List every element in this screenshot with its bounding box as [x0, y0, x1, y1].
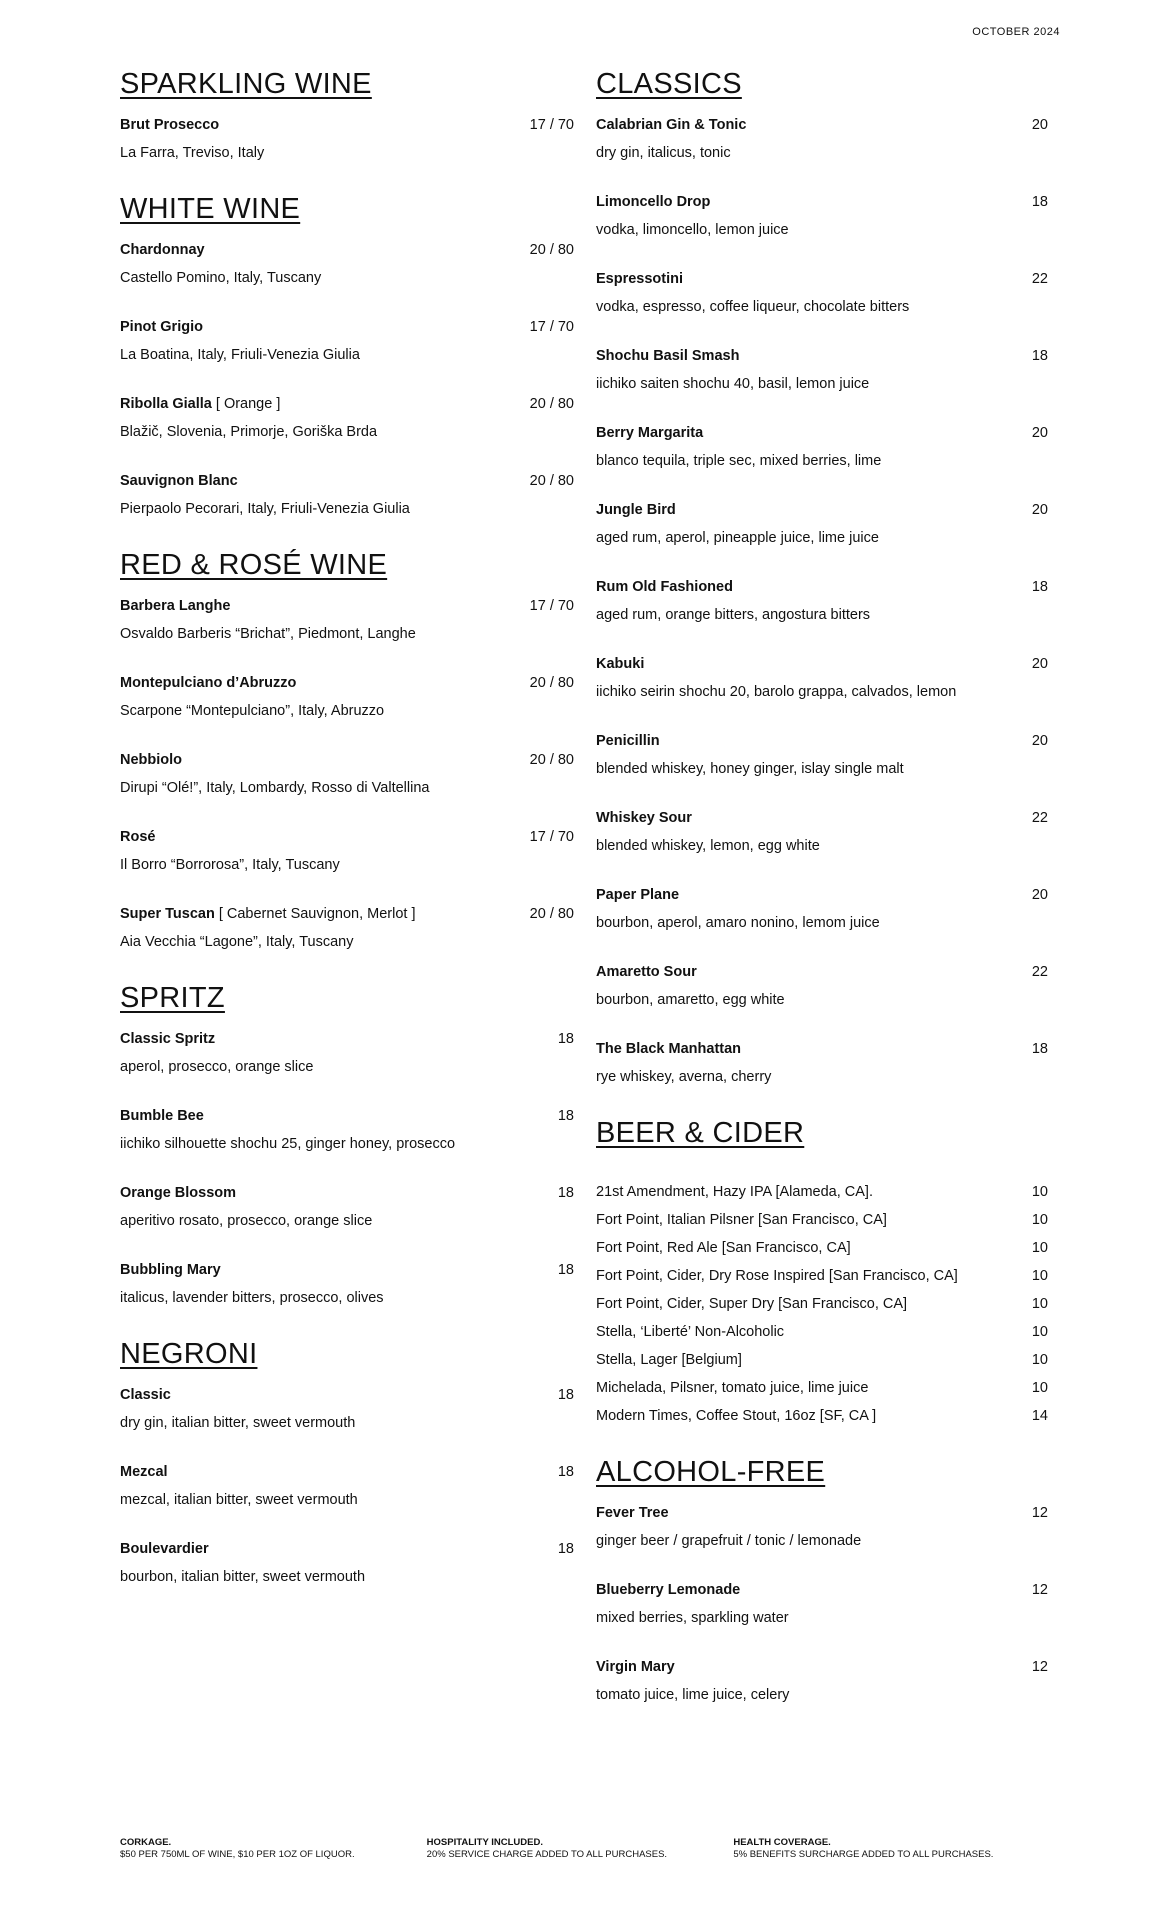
item-name: Amaretto Sour	[596, 964, 697, 980]
item-price: 17 / 70	[529, 319, 574, 335]
section-sparkling-wine	[120, 68, 574, 163]
item-price: 12	[1031, 1505, 1048, 1521]
item-name: Rosé	[120, 829, 156, 845]
footer-text: 20% SERVICE CHARGE ADDED TO ALL PURCHASES.	[426, 1849, 668, 1860]
item-name: Paper Plane	[596, 887, 680, 903]
item-price: 20	[1031, 656, 1048, 672]
item-name: Sauvignon Blanc	[120, 473, 238, 489]
menu-item	[596, 500, 1048, 548]
item-name: Nebbiolo	[120, 752, 183, 768]
menu-item	[120, 750, 574, 798]
item-description: Pierpaolo Pecorari, Italy, Friuli-Venezia Giulia	[120, 501, 410, 517]
menu-item	[596, 577, 1048, 625]
item-price: 22	[1031, 271, 1048, 287]
list-item	[596, 1322, 1048, 1342]
menu-item	[120, 827, 574, 875]
beer-price: 10	[1031, 1324, 1048, 1340]
menu-item	[120, 240, 574, 288]
item-description: bourbon, italian bitter, sweet vermouth	[120, 1569, 366, 1585]
item-name: Kabuki	[596, 656, 645, 672]
beer-price: 10	[1031, 1380, 1048, 1396]
item-name: Pinot Grigio	[120, 319, 203, 335]
item-description: mixed berries, sparkling water	[596, 1610, 789, 1626]
menu-item	[120, 115, 574, 163]
item-description: italicus, lavender bitters, prosecco, olives	[120, 1290, 384, 1306]
item-name: Berry Margarita	[596, 425, 704, 441]
item-name: Classic Spritz	[120, 1031, 216, 1047]
item-price: 20 / 80	[529, 906, 574, 922]
footer-heading: HEALTH COVERAGE.	[733, 1837, 831, 1848]
footer-health	[733, 1837, 1040, 1861]
item-price: 20 / 80	[529, 473, 574, 489]
item-description: tomato juice, lime juice, celery	[596, 1687, 790, 1703]
item-name: Espressotini	[596, 271, 684, 287]
item-description: mezcal, italian bitter, sweet vermouth	[120, 1492, 358, 1508]
beer-price: 10	[1031, 1212, 1048, 1228]
item-price: 20	[1031, 502, 1048, 518]
item-description: aged rum, orange bitters, angostura bitters	[596, 607, 871, 623]
menu-item	[120, 596, 574, 644]
item-description: dry gin, italicus, tonic	[596, 145, 731, 161]
item-price: 12	[1031, 1582, 1048, 1598]
item-price: 20 / 80	[529, 396, 574, 412]
item-name: Bumble Bee	[120, 1108, 204, 1124]
item-description: iichiko saiten shochu 40, basil, lemon juice	[596, 376, 870, 392]
beer-name: Stella, Lager [Belgium]	[596, 1352, 742, 1368]
item-price: 18	[557, 1031, 574, 1047]
item-price: 22	[1031, 964, 1048, 980]
item-name: Super Tuscan	[120, 906, 215, 922]
menu-item	[120, 1539, 574, 1587]
item-price: 20 / 80	[529, 752, 574, 768]
menu-item	[596, 1503, 1048, 1551]
menu-item	[596, 885, 1048, 933]
menu-item	[596, 1580, 1048, 1628]
item-price: 17 / 70	[529, 117, 574, 133]
menu-item	[120, 904, 574, 952]
menu-item	[596, 269, 1048, 317]
section-title: CLASSICS	[596, 68, 742, 100]
section-title: SPARKLING WINE	[120, 68, 372, 100]
item-price: 18	[557, 1185, 574, 1201]
beer-name: Fort Point, Italian Pilsner [San Francisco, CA]	[596, 1212, 887, 1228]
beer-name: Fort Point, Cider, Super Dry [San Francisco, CA]	[596, 1296, 908, 1312]
menu-item	[120, 1385, 574, 1433]
item-price: 18	[1031, 579, 1048, 595]
menu-item	[596, 346, 1048, 394]
item-name: Rum Old Fashioned	[596, 579, 733, 595]
item-name: Barbera Langhe	[120, 598, 231, 614]
item-price: 18	[557, 1464, 574, 1480]
item-name: Montepulciano d’Abruzzo	[120, 675, 297, 691]
item-name: The Black Manhattan	[596, 1041, 742, 1057]
beer-price: 10	[1031, 1296, 1048, 1312]
item-price: 18	[1031, 348, 1048, 364]
footer	[120, 1837, 1040, 1861]
item-name: Whiskey Sour	[596, 810, 692, 826]
footer-text: $50 PER 750ML OF WINE, $10 PER 1OZ OF LIQUOR.	[120, 1849, 355, 1860]
footer-heading: CORKAGE.	[120, 1837, 172, 1848]
item-price: 18	[557, 1108, 574, 1124]
section-title: WHITE WINE	[120, 193, 301, 225]
item-name: Ribolla Gialla	[120, 396, 212, 412]
list-item	[596, 1238, 1048, 1258]
section-title: RED & ROSÉ WINE	[120, 549, 388, 581]
item-name: Limoncello Drop	[596, 194, 711, 210]
list-item	[596, 1210, 1048, 1230]
menu-item	[120, 317, 574, 365]
item-description: Aia Vecchia “Lagone”, Italy, Tuscany	[120, 934, 354, 950]
item-price: 18	[1031, 1041, 1048, 1057]
item-description: iichiko seirin shochu 20, barolo grappa, calvados, lemon	[596, 684, 957, 700]
menu-item	[596, 654, 1048, 702]
section-title: ALCOHOL-FREE	[596, 1456, 826, 1488]
menu-item	[120, 1183, 574, 1231]
item-price: 20 / 80	[529, 675, 574, 691]
item-name: Calabrian Gin & Tonic	[596, 117, 747, 133]
beer-name: Michelada, Pilsner, tomato juice, lime juice	[596, 1380, 869, 1396]
footer-text: 5% BENEFITS SURCHARGE ADDED TO ALL PURCHASES.	[733, 1849, 994, 1860]
section-title: SPRITZ	[120, 982, 225, 1014]
menu-item	[120, 394, 574, 442]
item-price: 18	[1031, 194, 1048, 210]
section-negroni	[120, 1338, 574, 1587]
item-description: vodka, espresso, coffee liqueur, chocolate bitters	[596, 299, 910, 315]
list-item	[596, 1406, 1048, 1426]
menu-item	[120, 1260, 574, 1308]
item-description: blended whiskey, honey ginger, islay single malt	[596, 761, 904, 777]
menu-item	[120, 1106, 574, 1154]
menu-item	[120, 1029, 574, 1077]
item-description: blended whiskey, lemon, egg white	[596, 838, 820, 854]
section-alcohol-free	[596, 1456, 1048, 1705]
item-name: Mezcal	[120, 1464, 168, 1480]
left-column	[120, 68, 574, 1617]
beer-name: Modern Times, Coffee Stout, 16oz [SF, CA ]	[596, 1408, 877, 1424]
menu-item	[596, 115, 1048, 163]
item-description: Il Borro “Borrorosa”, Italy, Tuscany	[120, 857, 340, 873]
list-item	[596, 1378, 1048, 1398]
beer-name: Fort Point, Red Ale [San Francisco, CA]	[596, 1240, 851, 1256]
item-name: Chardonnay	[120, 242, 205, 258]
item-note: [ Orange ]	[211, 396, 281, 412]
menu-item	[596, 1039, 1048, 1087]
item-description: vodka, limoncello, lemon juice	[596, 222, 789, 238]
item-price: 20 / 80	[529, 242, 574, 258]
list-item	[596, 1182, 1048, 1202]
item-description: aperitivo rosato, prosecco, orange slice	[120, 1213, 373, 1229]
item-price: 22	[1031, 810, 1048, 826]
item-description: Dirupi “Olé!”, Italy, Lombardy, Rosso di Valtellina	[120, 780, 430, 796]
item-description: Scarpone “Montepulciano”, Italy, Abruzzo	[120, 703, 385, 719]
item-description: aged rum, aperol, pineapple juice, lime juice	[596, 530, 879, 546]
item-description: bourbon, aperol, amaro nonino, lemom juice	[596, 915, 880, 931]
section-title: BEER & CIDER	[596, 1117, 805, 1149]
item-price: 20	[1031, 117, 1048, 133]
item-name: Brut Prosecco	[120, 117, 220, 133]
list-item	[596, 1266, 1048, 1286]
item-price: 17 / 70	[529, 598, 574, 614]
item-description: Osvaldo Barberis “Brichat”, Piedmont, Langhe	[120, 626, 416, 642]
beer-name: 21st Amendment, Hazy IPA [Alameda, CA].	[596, 1184, 873, 1200]
menu-item	[120, 673, 574, 721]
menu-item	[120, 1462, 574, 1510]
item-price: 20	[1031, 733, 1048, 749]
section-beer-cider	[596, 1117, 1048, 1426]
item-name: Fever Tree	[596, 1505, 669, 1521]
section-classics	[596, 68, 1048, 1087]
menu-item	[596, 808, 1048, 856]
item-name: Penicillin	[596, 733, 660, 749]
item-price: 12	[1031, 1659, 1048, 1675]
item-name: Shochu Basil Smash	[596, 348, 740, 364]
menu-item	[596, 192, 1048, 240]
item-description: aperol, prosecco, orange slice	[120, 1059, 314, 1075]
item-description: ginger beer / grapefruit / tonic / lemonade	[596, 1533, 862, 1549]
item-name: Virgin Mary	[596, 1659, 675, 1675]
item-name: Boulevardier	[120, 1541, 209, 1557]
item-price: 20	[1031, 887, 1048, 903]
beer-price: 10	[1031, 1240, 1048, 1256]
beer-price: 14	[1031, 1408, 1048, 1424]
item-price: 20	[1031, 425, 1048, 441]
list-item	[596, 1350, 1048, 1370]
item-price: 18	[557, 1387, 574, 1403]
section-title: NEGRONI	[120, 1338, 258, 1370]
footer-heading: HOSPITALITY INCLUDED.	[426, 1837, 543, 1848]
footer-corkage	[120, 1837, 427, 1861]
item-description: La Farra, Treviso, Italy	[120, 145, 265, 161]
beer-name: Stella, ‘Liberté’ Non-Alcoholic	[596, 1324, 785, 1340]
item-note: [ Cabernet Sauvignon, Merlot ]	[214, 906, 416, 922]
item-description: iichiko silhouette shochu 25, ginger honey, prosecco	[120, 1136, 456, 1152]
footer-hospitality	[427, 1837, 734, 1861]
beer-price: 10	[1031, 1184, 1048, 1200]
item-description: Blažič, Slovenia, Primorje, Goriška Brda	[120, 424, 378, 440]
item-price: 18	[557, 1541, 574, 1557]
beer-list	[596, 1182, 1048, 1426]
menu-item	[596, 1657, 1048, 1705]
section-spritz	[120, 982, 574, 1308]
section-white-wine	[120, 193, 574, 519]
menu-date: OCTOBER 2024	[972, 26, 1060, 38]
menu-item	[596, 731, 1048, 779]
item-name: Classic	[120, 1387, 171, 1403]
section-red-rose-wine	[120, 549, 574, 952]
item-price: 17 / 70	[529, 829, 574, 845]
item-name: Blueberry Lemonade	[596, 1582, 741, 1598]
right-column	[596, 68, 1048, 1735]
menu-item	[596, 423, 1048, 471]
item-name: Bubbling Mary	[120, 1262, 221, 1278]
item-description: blanco tequila, triple sec, mixed berries, lime	[596, 453, 882, 469]
item-description: Castello Pomino, Italy, Tuscany	[120, 270, 322, 286]
item-description: bourbon, amaretto, egg white	[596, 992, 785, 1008]
item-description: rye whiskey, averna, cherry	[596, 1069, 772, 1085]
beer-price: 10	[1031, 1352, 1048, 1368]
menu-item	[596, 962, 1048, 1010]
beer-name: Fort Point, Cider, Dry Rose Inspired [San Francisco, CA]	[596, 1268, 958, 1284]
list-item	[596, 1294, 1048, 1314]
item-name: Orange Blossom	[120, 1185, 237, 1201]
menu-item	[120, 471, 574, 519]
item-description: dry gin, italian bitter, sweet vermouth	[120, 1415, 356, 1431]
item-name: Jungle Bird	[596, 502, 676, 518]
beer-price: 10	[1031, 1268, 1048, 1284]
item-price: 18	[557, 1262, 574, 1278]
item-description: La Boatina, Italy, Friuli-Venezia Giulia	[120, 347, 360, 363]
